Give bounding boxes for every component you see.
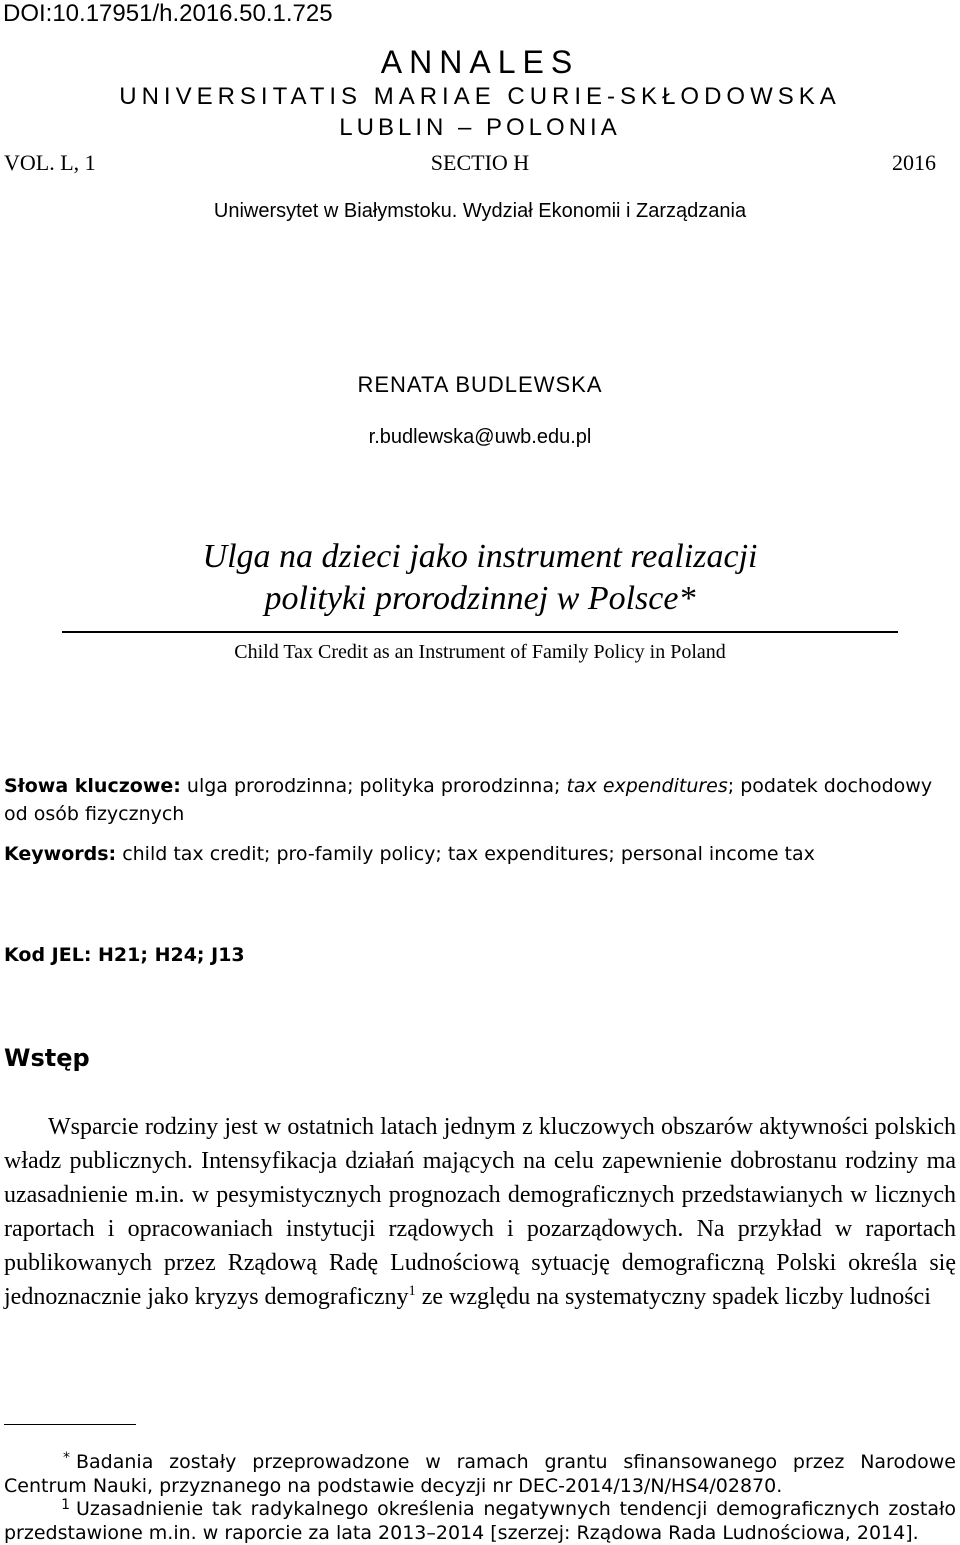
footnote-1-text: Badania zostały przeprowadzone w ramach grantu sfinansowanego przez Narodowe Centrum Nauki, przyznanego na podstawie decyzji nr DEC-2014/13/N/HS4/02870. (4, 1451, 956, 1497)
english-keywords (4, 843, 815, 865)
body-text-2: ze względu na systematyczny spadek liczby ludności (415, 1284, 931, 1310)
university-name: UNIVERSITATIS MARIAE CURIE-SKŁODOWSKA (119, 83, 841, 110)
jel-codes: Kod JEL: H21; H24; J13 (4, 944, 245, 966)
title-divider (62, 631, 898, 633)
polish-keywords-text-2: ; podatek dochodowy od osób fizycznych (4, 775, 933, 825)
doi-link[interactable]: DOI:10.17951/h.2016.50.1.725 (3, 0, 333, 27)
body-text-1: Wsparcie rodziny jest w ostatnich latach jednym z kluczowych obszarów aktywności polskich władz publicznych. Intensyfikacja działań mających na celu zapewnienie dobrostanu rodziny ma uzasadnienie m.in. w pesymistycznych prognozach demograficznych przedstawianych w licznych raportach i opracowaniach instytucji rządowych i pozarządowych. Na przykład w raportach publikowanych przez Rządową Radę Ludnościową sytuację demograficzną Polski określa się jednoznacznie jako kryzys demograficzny (4, 1114, 956, 1310)
footnote-divider (4, 1424, 136, 1425)
section-label: SECTIO H (430, 150, 530, 175)
article-title-line-1: Ulga na dzieci jako instrument realizacji (202, 538, 758, 575)
english-keywords-text: child tax credit; pro-family policy; tax expenditures; personal income tax (116, 843, 815, 865)
footnote-2-text: Uzasadnienie tak radykalnego określenia negatywnych tendencji demograficznych zostało przedstawione m.in. w raporcie za lata 2013–2014 [szerzej: Rządowa Rada Ludnościowa, 2014]. (4, 1498, 956, 1544)
footnote-2 (4, 1493, 956, 1545)
journal-name: ANNALES (380, 44, 580, 80)
polish-keywords-label: Słowa kluczowe: (4, 775, 181, 797)
article-title-line-2: polityki prorodzinnej w Polsce* (264, 580, 696, 617)
english-title: Child Tax Credit as an Instrument of Family Policy in Poland (234, 641, 726, 663)
polish-keywords (4, 772, 954, 828)
polish-keywords-italic: tax expenditures (566, 775, 728, 797)
section-heading: Wstęp (4, 1044, 90, 1072)
author-name: RENATA BUDLEWSKA (357, 372, 603, 397)
footnote-2-mark: 1 (61, 1497, 70, 1513)
volume-label: VOL. L, 1 (4, 150, 96, 175)
author-email[interactable]: r.budlewska@uwb.edu.pl (368, 426, 592, 448)
author-affiliation: Uniwersytet w Białymstoku. Wydział Ekonomii i Zarządzania (213, 200, 747, 222)
polish-keywords-text-1: ulga prorodzinna; polityka prorodzinna; (180, 775, 567, 797)
footnote-ref-1[interactable]: 1 (408, 1283, 416, 1299)
year-label: 2016 (892, 150, 936, 175)
english-keywords-label: Keywords: (4, 843, 117, 865)
footnote-1-mark: * (63, 1450, 70, 1466)
footnote-1 (4, 1446, 956, 1498)
body-paragraph (4, 1110, 956, 1314)
journal-location: LUBLIN – POLONIA (339, 114, 621, 141)
